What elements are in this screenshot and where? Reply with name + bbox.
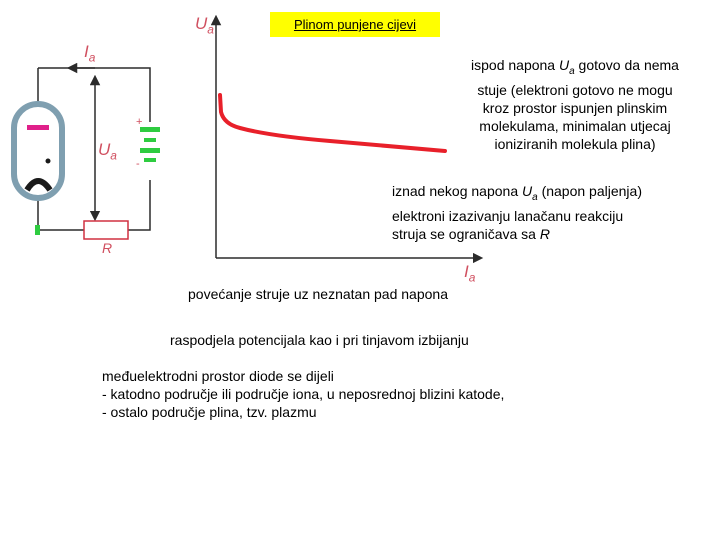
anode-plate [27,125,49,130]
resistor-label: R [102,240,113,256]
x-axis-label: $I_a$ [464,262,476,285]
circuit-current-label: $I_a$ [84,42,96,65]
y-axis-label: $U_a$ [195,14,214,37]
ground-marker [35,225,40,235]
tube-dot [46,159,51,164]
characteristic-curve [220,95,445,151]
circuit-voltage-label: $U_a$ [98,140,117,163]
battery-plus-sign: + [136,116,143,128]
right-wire-lower [128,180,150,230]
note-potential-distribution: raspodjela potencijala kao i pri tinjavom izbijanju [170,332,469,348]
resistor [84,221,128,239]
note-current-increase: povećanje struje uz neznatan pad napona [188,286,448,302]
page-title: Plinom punjene cijevi [270,12,440,37]
battery [140,127,160,162]
note-below-voltage: ispod napona $U_a$ gotovo da nema stuje (elektroni gotovo ne mogu kroz prostor ispunjen plinskim molekulama, minimalan utjecaj ioniziranih molekula plina) [471,57,679,152]
battery-minus-sign: - [136,158,140,170]
note-interelectrode: međuelektrodni prostor diode se dijeli - katodno područje ili područje iona, u neposrednoj blizini katode, - ostalo područje plina, tzv. plazmu [102,368,505,420]
note-above-voltage: iznad nekog napona $U_a$ (napon paljenja) elektroni izazivanju lanačanu reakciju struja se ograničava sa R [392,183,642,242]
bottom-wire [38,196,84,230]
